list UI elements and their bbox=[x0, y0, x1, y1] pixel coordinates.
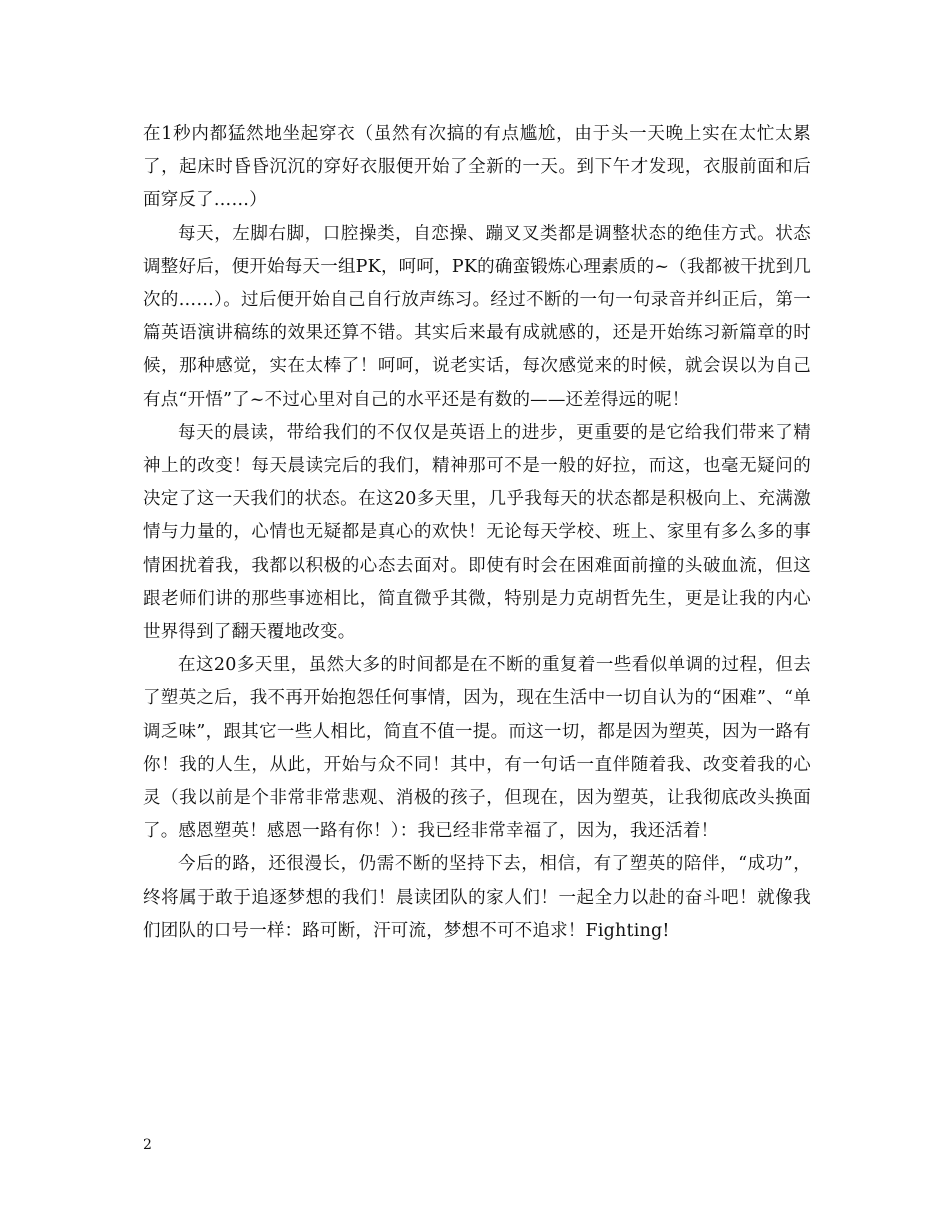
paragraph-5: 今后的路，还很漫长，仍需不断的坚持下去，相信，有了塑英的陪伴，“成功”，终将属于敢于追逐梦想的我们！晨读团队的家人们！一起全力以赴的奋斗吧！就像我们团队的口号一样：路可断，汗可流，梦想不可不追求！Fighting! bbox=[143, 854, 811, 941]
paragraph-4: 在这20多天里，虽然大多的时间都是在不断的重复着一些看似单调的过程，但去了塑英之后，我不再开始抱怨任何事情，因为，现在生活中一切自认为的“困难”、“单调乏味”，跟其它一些人相比，简直不值一提。而这一切，都是因为塑英，因为一路有你！我的人生，从此，开始与众不同！其中，有一句话一直伴随着我、改变着我的心灵（我以前是个非常非常悲观、消极的孩子，但现在，因为塑英，让我彻底改头换面了。感恩塑英！感恩一路有你！）：我已经非常幸福了，因为，我还活着！ bbox=[143, 655, 811, 842]
paragraph-3: 每天的晨读，带给我们的不仅仅是英语上的进步，更重要的是它给我们带来了精神上的改变！每天晨读完后的我们，精神那可不是一般的好拉，而这，也毫无疑问的决定了这一天我们的状态。在这20多天里，几乎我每天的状态都是积极向上、充满激情与力量的，心情也无疑都是真心的欢快！无论每天学校、班上、家里有多么多的事情困扰着我，我都以积极的心态去面对。即使有时会在困难面前撞的头破血流，但这跟老师们讲的那些事迹相比，简直微乎其微，特别是力克胡哲先生，更是让我的内心世界得到了翻天覆地改变。 bbox=[143, 422, 811, 643]
paragraph-1: 在1秒内都猛然地坐起穿衣（虽然有次搞的有点尴尬，由于头一天晚上实在太忙太累了，起床时昏昏沉沉的穿好衣服便开始了全新的一天。到下午才发现，衣服前面和后面穿反了……） bbox=[143, 124, 811, 211]
paragraph-2: 每天，左脚右脚，口腔操类，自恋操、蹦叉叉类都是调整状态的绝佳方式。状态调整好后，便开始每天一组PK，呵呵，PK的确蛮锻炼心理素质的~（我都被干扰到几次的……）。过后便开始自己自行放声练习。经过不断的一句一句录音并纠正后，第一篇英语演讲稿练的效果还算不错。其实后来最有成就感的，还是开始练习新篇章的时候，那种感觉，实在太棒了！呵呵，说老实话，每次感觉来的时候，就会误以为自己有点“开悟”了~不过心里对自己的水平还是有数的——还差得远的呢！ bbox=[143, 223, 811, 410]
page-number: 2 bbox=[143, 1137, 152, 1153]
body-text bbox=[143, 118, 811, 948]
